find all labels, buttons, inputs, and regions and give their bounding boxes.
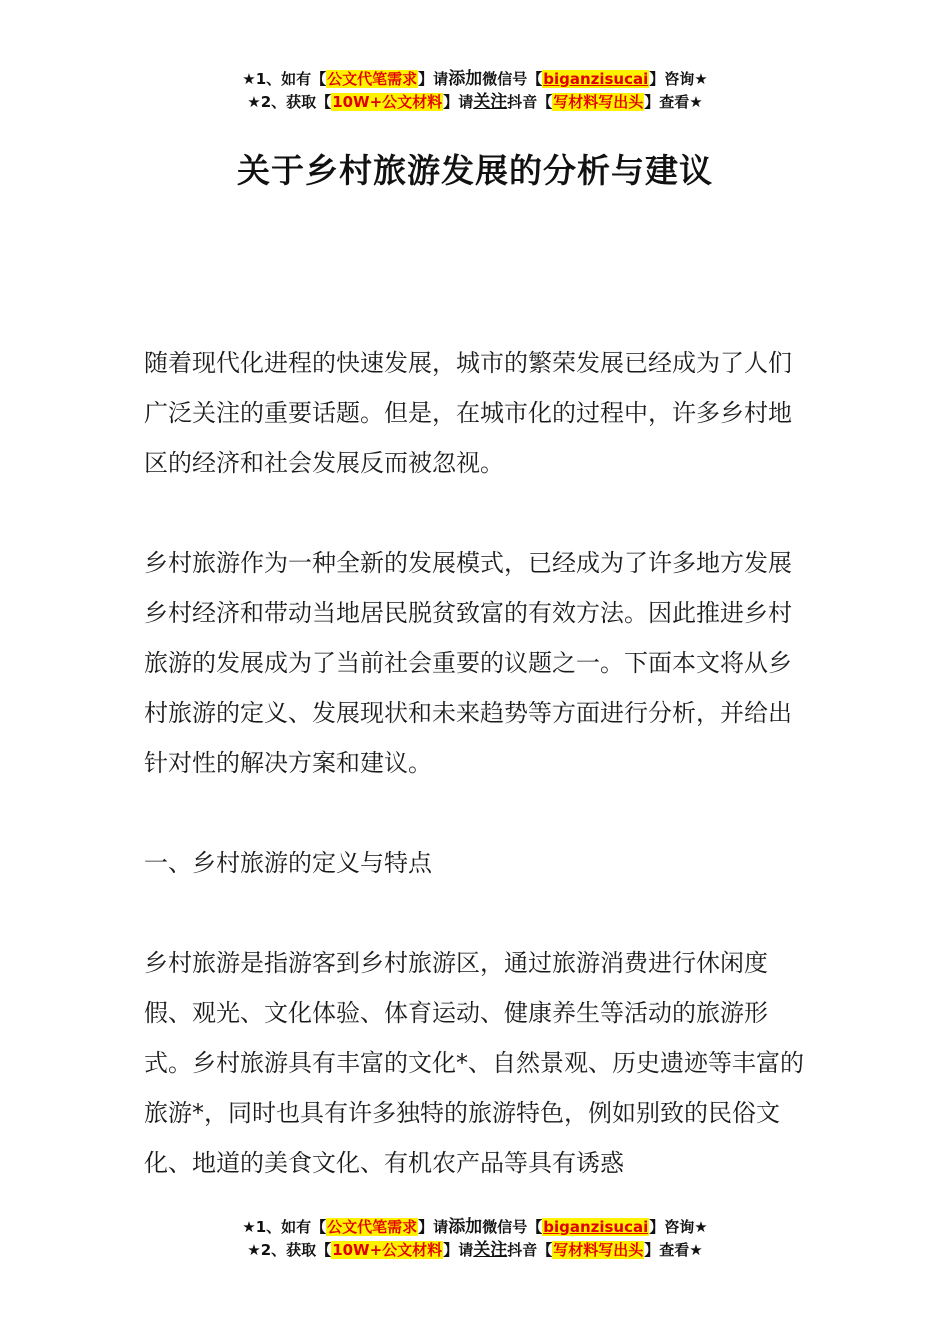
promo-text: ★2、获取【 — [247, 93, 332, 111]
paragraph: 随着现代化进程的快速发展，城市的繁荣发展已经成为了人们广泛关注的重要话题。但是，在城市化的过程中，许多乡村地区的经济和社会发展反而被忽视。 — [144, 349, 792, 477]
wechat-id-link[interactable]: biganzisucai — [543, 70, 649, 88]
promo-line-2 — [0, 1239, 950, 1262]
promo-text: 添加 — [448, 69, 483, 89]
promo-highlight: 10W+公文材料 — [332, 93, 443, 111]
promo-highlight: 写材料写出头 — [553, 93, 644, 111]
promo-text: 】查看★ — [644, 1241, 703, 1259]
header-promo-banner — [0, 68, 950, 114]
promo-highlight: 公文代笔需求 — [327, 1218, 418, 1236]
promo-text: 抖音【 — [507, 1241, 553, 1259]
promo-line-1 — [0, 68, 950, 91]
promo-text: 微信号【 — [482, 70, 543, 88]
promo-text: 关注 — [473, 1240, 508, 1260]
promo-text: ★1、如有【 — [242, 70, 327, 88]
promo-text: 】请 — [418, 70, 449, 88]
promo-text: ★2、获取【 — [247, 1241, 332, 1259]
promo-highlight: 公文代笔需求 — [327, 70, 418, 88]
promo-text: 微信号【 — [482, 1218, 543, 1236]
promo-text: 抖音【 — [507, 93, 553, 111]
promo-text: 】查看★ — [644, 93, 703, 111]
promo-line-1 — [0, 1216, 950, 1239]
promo-highlight: 10W+公文材料 — [332, 1241, 443, 1259]
promo-text: 】咨询★ — [649, 70, 708, 88]
wechat-id-link[interactable]: biganzisucai — [543, 1218, 649, 1236]
promo-text: 】请 — [418, 1218, 449, 1236]
section-heading: 一、乡村旅游的定义与特点 — [144, 849, 432, 877]
promo-text: 关注 — [473, 92, 508, 112]
footer-promo-banner — [0, 1216, 950, 1262]
document-body — [144, 338, 806, 1188]
promo-text: 】请 — [443, 93, 474, 111]
promo-text: 添加 — [448, 1217, 483, 1237]
paragraph: 乡村旅游是指游客到乡村旅游区，通过旅游消费进行休闲度假、观光、文化体验、体育运动、健康养生等活动的旅游形式。乡村旅游具有丰富的文化*、自然景观、历史遗迹等丰富的旅游*，同时也具有许多独特的旅游特色，例如别致的民俗文化、地道的美食文化、有机农产品等具有诱惑 — [144, 949, 804, 1177]
promo-text: 】咨询★ — [649, 1218, 708, 1236]
paragraph: 乡村旅游作为一种全新的发展模式，已经成为了许多地方发展乡村经济和带动当地居民脱贫致富的有效方法。因此推进乡村旅游的发展成为了当前社会重要的议题之一。下面本文将从乡村旅游的定义、发展现状和未来趋势等方面进行分析，并给出针对性的解决方案和建议。 — [144, 549, 792, 777]
document-title: 关于乡村旅游发展的分析与建议 — [237, 151, 713, 190]
promo-highlight: 写材料写出头 — [553, 1241, 644, 1259]
promo-text: 】请 — [443, 1241, 474, 1259]
promo-line-2 — [0, 91, 950, 114]
promo-text: ★1、如有【 — [242, 1218, 327, 1236]
